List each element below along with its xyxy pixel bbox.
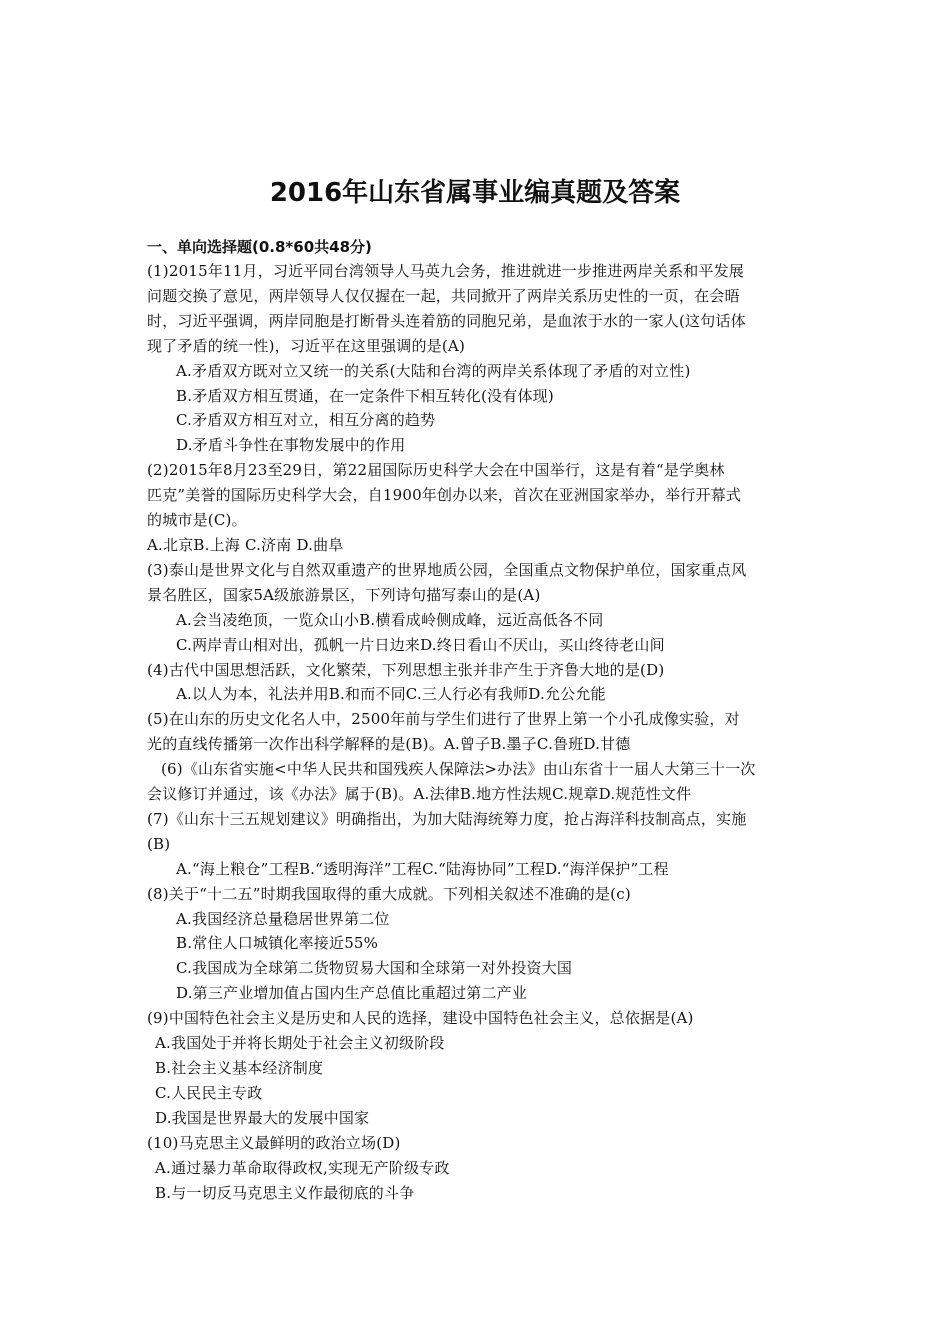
text-line: 会议修订并通过，该《办法》属于(B)。A.法律B.地方性法规C.规章D.规范性文件: [147, 785, 692, 804]
option-line: A.我国经济总量稳居世界第二位: [176, 909, 390, 928]
option-line: C.矛盾双方相互对立，相互分离的趋势: [176, 411, 436, 430]
text-line: (8)关于“十二五”时期我国取得的重大成就。下列相关叙述不准确的是(c): [147, 884, 631, 903]
option-line: A.矛盾双方既对立又统一的关系(大陆和台湾的两岸关系体现了矛盾的对立性): [176, 361, 691, 380]
text-line: 问题交换了意见，两岸领导人仅仅握在一起，共同掀开了两岸关系历史性的一页，在会晤: [147, 286, 740, 305]
text-line: (9)中国特色社会主义是历史和人民的选择，建设中国特色社会主义，总依据是(A): [147, 1009, 694, 1028]
option-line: C.我国成为全球第二货物贸易大国和全球第一对外投资大国: [176, 959, 573, 978]
text-line: 匹克”美誉的国际历史科学大会，自1900年创办以来，首次在亚洲国家举办，举行开幕式: [147, 486, 742, 505]
option-line: B.社会主义基本经济制度: [155, 1059, 324, 1077]
text-line: 现了矛盾的统一性)，习近平在这里强调的是(A): [147, 336, 465, 355]
option-line: A.“海上粮仓”工程B.“透明海洋”工程C.“陆海协同”工程D.“海洋保护”工程: [176, 859, 669, 878]
option-line: A.通过暴力革命取得政权,实现无产阶级专政: [155, 1158, 450, 1177]
option-line: D.第三产业增加值占国内生产总值比重超过第二产业: [176, 984, 528, 1003]
text-line: (5)在山东的历史文化名人中，2500年前与学生们进行了世界上第一个小孔成像实验，对: [147, 710, 740, 729]
option-line: B.常住人口城镇化率接近55%: [176, 934, 379, 953]
option-line: A.以人为本，礼法并用B.和而不同C.三人行必有我师D.允公允能: [176, 685, 606, 704]
option-line: A.北京B.上海 C.济南 D.曲阜: [147, 535, 344, 554]
text-line: 时，习近平强调，两岸同胞是打断骨头连着筋的同胞兄弟，是血浓于水的一家人(这句话体: [147, 311, 746, 330]
text-line: 光的直线传播第一次作出科学解释的是(B)。A.曾子B.墨子C.鲁班D.甘德: [147, 735, 631, 754]
text-line: (2)2015年8月23至29日，第22届国际历史科学大会在中国举行，这是有着“是学奥林: [147, 461, 725, 480]
option-line: C.两岸青山相对出，孤帆一片日边来D.终日看山不厌山，买山终待老山间: [176, 635, 665, 654]
text-line: (3)泰山是世界文化与自然双重遗产的世界地质公园，全国重点文物保护单位，国家重点风: [147, 560, 747, 579]
option-line: B.与一切反马克思主义作最彻底的斗争: [155, 1183, 415, 1202]
document-title: 2016年山东省属事业编真题及答案: [269, 178, 681, 208]
text-line: (B): [147, 834, 171, 853]
text-line: (7)《山东十三五规划建议》明确指出，为加大陆海统筹力度，抢占海洋科技制高点，实施: [147, 809, 747, 828]
text-line: (1)2015年11月，习近平同台湾领导人马英九会务，推进就进一步推进两岸关系和平发展: [147, 262, 745, 280]
text-line: (6)《山东省实施<中华人民共和国残疾人保障法>办法》由山东省十一届人大第三十一次: [161, 760, 756, 779]
option-line: D.我国是世界最大的发展中国家: [155, 1108, 370, 1127]
option-line: D.矛盾斗争性在事物发展中的作用: [176, 436, 406, 455]
question-body: [147, 259, 812, 1205]
text-line: (10)马克思主义最鲜明的政治立场(D): [147, 1133, 401, 1152]
option-line: A.会当凌绝顶，一览众山小B.横看成岭侧成峰，远近高低各不同: [176, 610, 604, 629]
text-line: 的城市是(C)。: [147, 511, 247, 530]
option-line: B.矛盾双方相互贯通，在一定条件下相互转化(没有体现): [176, 386, 554, 405]
text-line: 景名胜区，国家5A级旅游景区，下列诗句描写泰山的是(A): [147, 585, 541, 604]
text-line: (4)古代中国思想活跃，文化繁荣，下列思想主张并非产生于齐鲁大地的是(D): [147, 660, 665, 679]
option-line: A.我国处于并将长期处于社会主义初级阶段: [155, 1034, 445, 1053]
option-line: C.人民民主专政: [155, 1083, 263, 1102]
section-heading: 一、单向选择题(0.8*60共48分): [147, 238, 372, 256]
